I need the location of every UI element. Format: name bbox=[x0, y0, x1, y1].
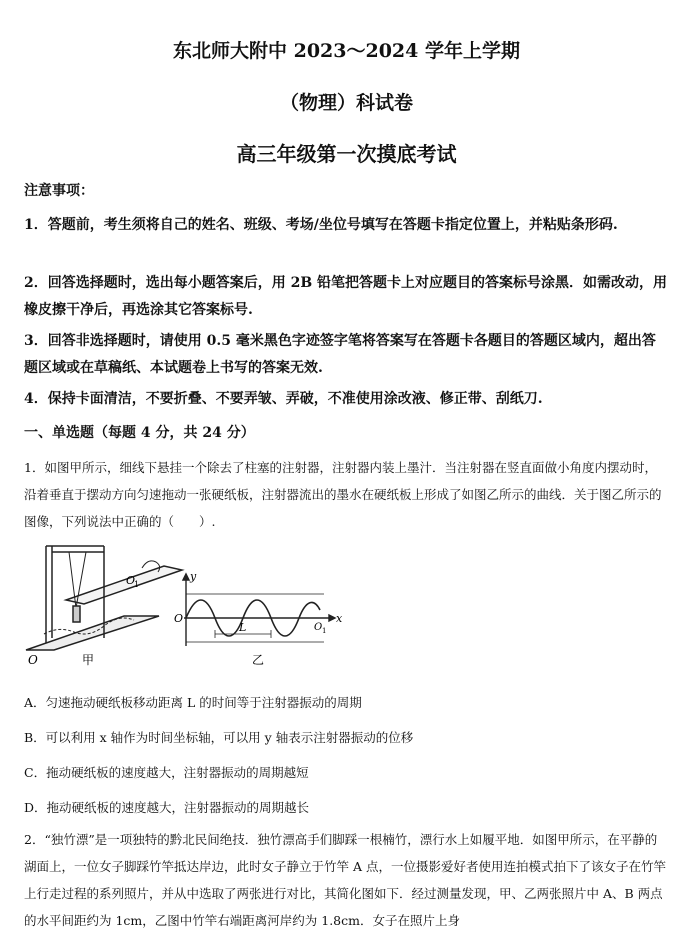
fig-yi-x: x bbox=[336, 612, 343, 625]
fig-yi-O: O bbox=[174, 612, 184, 625]
figure-svg bbox=[24, 538, 364, 673]
fig-jia-O1: O bbox=[126, 574, 136, 587]
notice-item-1: 1．答题前，考生须将自己的姓名、班级、考场/坐位号填写在答题卡指定位置上，并粘贴条形码. bbox=[24, 217, 618, 233]
section-title: 一、单选题（每题 4 分，共 24 分） bbox=[24, 425, 255, 441]
paper-shape bbox=[66, 566, 182, 604]
question-1-option-d: D．拖动硬纸板的速度越大，注射器振动的周期越长 bbox=[24, 800, 310, 815]
exam-title: 高三年级第一次摸底考试 bbox=[236, 142, 457, 166]
subject-title: （物理）科试卷 bbox=[279, 92, 413, 114]
fig-yi-label: 乙 bbox=[252, 653, 265, 667]
question-1-option-c: C．拖动硬纸板的速度越大，注射器振动的周期越短 bbox=[24, 765, 309, 780]
x-axis-arrow bbox=[329, 615, 335, 621]
question-2-stem: 2．“独竹漂”是一项独特的黔北民间绝技．独竹漂高手们脚踩一根楠竹，漂行水上如履平地．如图甲所示，在平静的湖面上，一位女子脚踩竹竿抵达岸边，此时女子静立于竹竿 A 点，一位摄影爱好者使用连拍模式拍下了该女子在竹竿上行走过程的系列照片，并从中选取了两张进行对比，其简化图如下．经过测量发现，甲、乙两张照片中 A、B 两点的水平间距约为 1cm，乙图中竹竿右端距离河岸约为 1.8cm．女子在照片上身 bbox=[24, 832, 666, 928]
notice-item-4: 4．保持卡面清洁，不要折叠、不要弄皱、弄破，不准使用涂改液、修正带、刮纸刀. bbox=[24, 391, 543, 407]
question-1-option-b: B．可以利用 x 轴作为时间坐标轴，可以用 y 轴表示注射器振动的位移 bbox=[24, 730, 414, 745]
fig-jia-label: 甲 bbox=[82, 653, 95, 667]
question-1-option-a: A．匀速拖动硬纸板移动距离 L 的时间等于注射器振动的周期 bbox=[24, 695, 362, 710]
fig-yi-y: y bbox=[190, 570, 197, 583]
question-1-stem: 1．如图甲所示，细线下悬挂一个除去了柱塞的注射器，注射器内装上墨汁．当注射器在竖直面做小角度内摆动时，沿着垂直于摆动方向匀速拖动一张硬纸板，注射器流出的墨水在硬纸板上形成了如图乙所示的曲线．关于图乙所示的图像，下列说法中正确的（ ）. bbox=[24, 460, 662, 529]
fig-yi-O1-sub: 1 bbox=[322, 627, 327, 635]
fig-jia-O1-sub: 1 bbox=[134, 580, 140, 589]
notice-item-3: 3．回答非选择题时，请使用 0.5 毫米黑色字迹签字笔将答案写在答题卡各题目的答题区域内，超出答题区域或在草稿纸、本试题卷上书写的答案无效. bbox=[24, 333, 656, 376]
syringe-shape bbox=[73, 606, 80, 622]
fig-jia-O: O bbox=[28, 653, 38, 667]
notice-title: 注意事项： bbox=[24, 183, 94, 199]
school-title: 东北师大附中 2023～2024 学年上学期 bbox=[173, 40, 520, 62]
figure-yi bbox=[183, 574, 335, 646]
question-1-figures bbox=[24, 538, 364, 673]
notice-item-2: 2．回答选择题时，选出每小题答案后，用 2B 铅笔把答题卡上对应题目的答案标号涂黑．如需改动，用橡皮擦干净后，再选涂其它答案标号. bbox=[24, 275, 668, 318]
fig-yi-L: L bbox=[239, 621, 247, 634]
fig-yi-O1: O bbox=[314, 622, 323, 633]
y-axis-arrow bbox=[183, 574, 189, 580]
figure-jia bbox=[26, 546, 182, 650]
